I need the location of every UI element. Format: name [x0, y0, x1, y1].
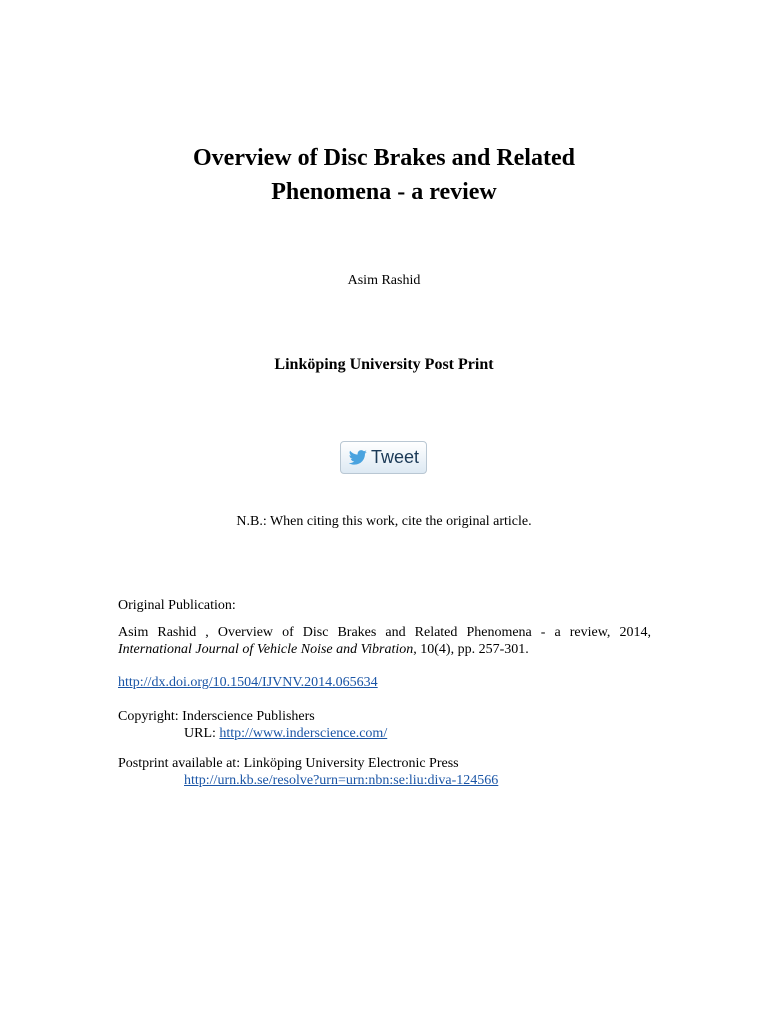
journal-name: International Journal of Vehicle Noise and Vibration: [118, 642, 414, 657]
doi-link[interactable]: http://dx.doi.org/10.1504/IJVNV.2014.065634: [118, 675, 378, 690]
original-publication-label: Original Publication:: [118, 598, 236, 613]
tweet-button[interactable]: [340, 441, 427, 474]
citation-text: [118, 624, 651, 658]
citation-word: 2014,: [619, 625, 651, 640]
citation-word: Brakes: [337, 625, 377, 640]
page-title: [0, 141, 768, 209]
postprint-heading: Linköping University Post Print: [274, 356, 494, 373]
citation-word: a: [554, 625, 561, 640]
doi-block: [118, 674, 651, 691]
citation-word: Asim: [118, 625, 149, 640]
citation-word: Overview: [217, 625, 274, 640]
citation-line-1: [118, 624, 651, 641]
citation-word: review,: [569, 625, 611, 640]
twitter-bird-icon: [348, 450, 368, 466]
citation-word: Disc: [302, 625, 329, 640]
postprint-text: Postprint available at: Linköping University Electronic Press: [118, 756, 459, 771]
citation-word: and: [385, 625, 406, 640]
title-line-1: Overview of Disc Brakes and Related: [193, 145, 575, 171]
title-line-2: Phenomena - a review: [271, 179, 497, 205]
copyright-block: [118, 708, 651, 742]
citation-note: N.B.: When citing this work, cite the original article.: [236, 514, 532, 529]
citation-word: of: [282, 625, 294, 640]
publisher-url-link[interactable]: http://www.inderscience.com/: [219, 726, 388, 741]
citation-word: -: [540, 625, 546, 640]
journal-details: , 10(4), pp. 257-301.: [413, 642, 529, 657]
citation-line-2: [118, 641, 651, 658]
copyright-text: Copyright: Inderscience Publishers: [118, 709, 315, 724]
citation-word: Rashid: [157, 625, 197, 640]
author-name: Asim Rashid: [347, 273, 421, 288]
copyright-url-line: [118, 725, 651, 742]
citation-word: ,: [205, 625, 209, 640]
citation-word: Related: [414, 625, 458, 640]
postprint-url-line: [118, 772, 651, 789]
postprint-url-link[interactable]: http://urn.kb.se/resolve?urn=urn:nbn:se:liu:diva-124566: [184, 773, 499, 788]
citation-word: Phenomena: [466, 625, 532, 640]
tweet-button-label: Tweet: [370, 447, 420, 467]
postprint-block: [118, 755, 651, 789]
url-label: URL:: [184, 726, 220, 741]
